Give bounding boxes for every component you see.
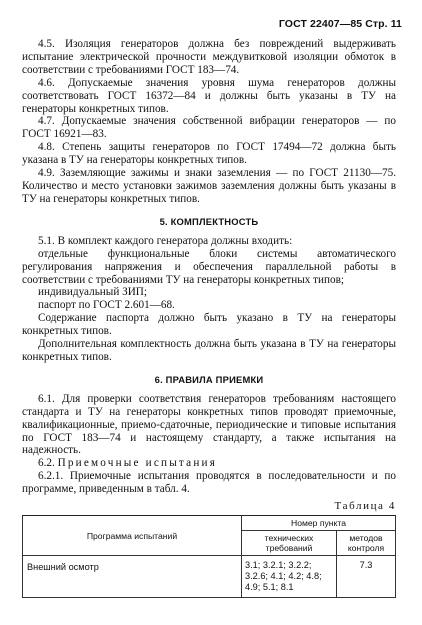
paragraph-4-5: 4.5. Изоляция генераторов должна без повреждений выдерживать испытание электрической прочности междувитковой изоляции обмоток в соответствии с требованиями ГОСТ 183—74. [22, 38, 396, 76]
section-6-title: 6. ПРАВИЛА ПРИЕМКИ [154, 373, 264, 385]
paragraph-4-7: 4.7. Допускаемые значения собственной вибрации генераторов — по ГОСТ 16921—83. [22, 115, 396, 141]
cell-requirements: 3.1; 3.2.1; 3.2.2; 3.2.6; 4.1; 4.2; 4.8; 4.9; 5.1; 8.1 [242, 556, 337, 598]
paragraph-5-1-passport: паспорт по ГОСТ 2.601—68. [38, 299, 175, 312]
header-program: Программа испытаний [23, 516, 242, 556]
paragraph-5-1-zip: индивидуальный ЗИП; [38, 286, 147, 299]
header-item-number: Номер пункта [242, 516, 396, 531]
header-methods: методов контроля [337, 531, 396, 556]
cell-program: Внешний осмотр [23, 556, 242, 598]
paragraph-6-2-title: Приемочные испытания [57, 457, 218, 470]
paragraph-4-8: 4.8. Степень защиты генераторов по ГОСТ 17494—72 должна быть указана в ТУ на генераторы конкретных типов. [22, 141, 396, 167]
section-5-title: 5. КОМПЛЕКТНОСТЬ [159, 215, 259, 227]
paragraph-6-2-number: 6.2. [38, 457, 55, 470]
paragraph-5-additional: Дополнительная комплектность должна быть указана в ТУ на генераторы конкретных типов. [22, 338, 396, 363]
paragraph-4-6: 4.6. Допускаемые значения уровня шума генераторов должны соответствовать ГОСТ 16372—84 и должны быть указаны в ТУ на генераторы конкретных типов. [22, 76, 396, 115]
table-caption: Таблица 4 [334, 500, 396, 513]
paragraph-5-1: 5.1. В комплект каждого генератора должны входить: [38, 234, 293, 247]
table-4 [22, 515, 396, 598]
table-row [23, 556, 396, 598]
paragraph-6-1: 6.1. Для проверки соответствия генераторов требованиям настоящего стандарта и ТУ на генераторы конкретных типов проводят приемочные, квалификационные, приемо-сдаточные, периодические и типовые испытания по ГОСТ 183—74 и настоящему стандарту, а также испытания на надежность. [22, 392, 396, 457]
paragraph-5-1-blocks: отдельные функциональные блоки системы автоматического регулирования напряжения и обеспечения параллельной работы в соответствии с требованиями ТУ на генераторы конкретных типов; [22, 247, 396, 286]
header-requirements: технических требований [242, 531, 337, 556]
cell-methods: 7.3 [337, 556, 396, 598]
paragraph-6-2-1: 6.2.1. Приемочные испытания проводятся в последовательности и по программе, приведенным в табл. 4. [22, 470, 396, 496]
page-header: ГОСТ 22407—85 Стр. 11 [278, 18, 402, 30]
document-body [22, 38, 396, 598]
paragraph-5-passport-content: Содержание паспорта должно быть указано в ТУ на генераторы конкретных типов. [22, 312, 396, 338]
paragraph-4-9: 4.9. Заземляющие зажимы и знаки заземления — по ГОСТ 21130—75. Количество и место установки зажимов заземления должны быть указаны в ТУ на генераторы конкретных типов. [22, 167, 396, 205]
paragraph-6-2 [22, 457, 396, 470]
